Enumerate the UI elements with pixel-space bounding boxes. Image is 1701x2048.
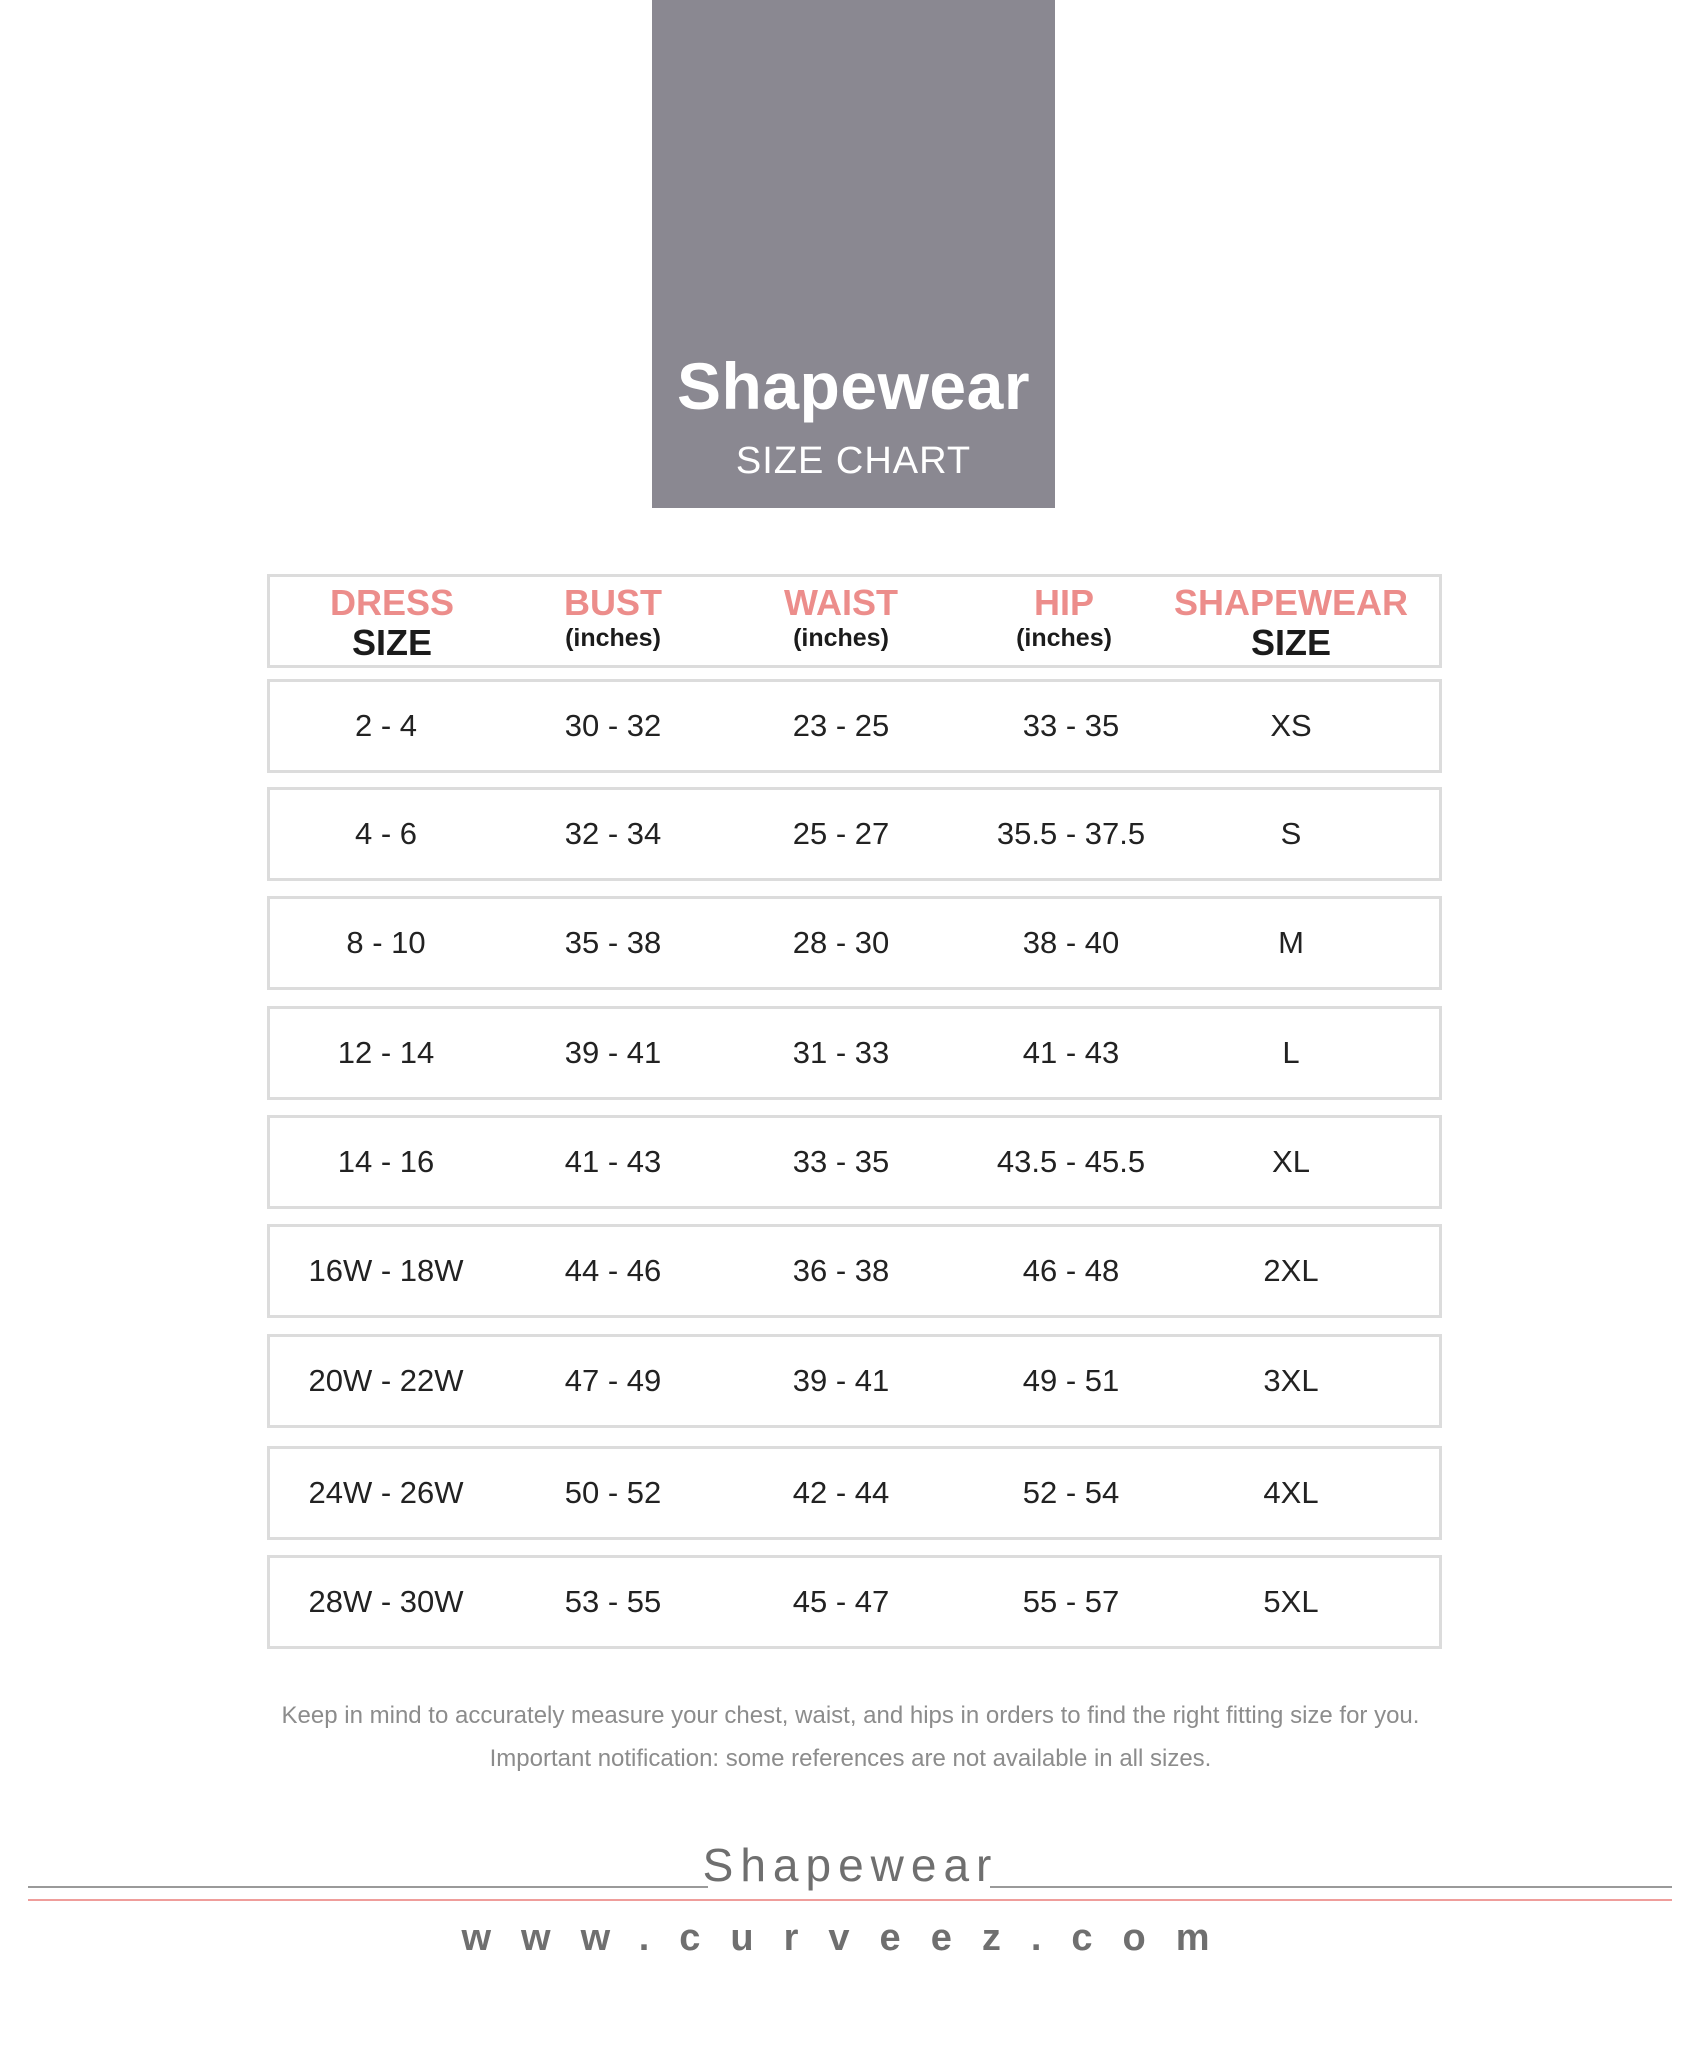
table-cell: 46 - 48: [1022, 1253, 1120, 1288]
table-row: [267, 1446, 1442, 1540]
table-cell: L: [1282, 1035, 1300, 1070]
table-cell: 23 - 25: [792, 708, 890, 743]
table-cell: 8 - 10: [346, 925, 426, 960]
table-row: [267, 1115, 1442, 1209]
header-sublabel: (inches): [793, 624, 889, 652]
table-cell: 55 - 57: [1022, 1584, 1120, 1619]
header-dress-size: [330, 577, 454, 665]
table-cell: 24W - 26W: [308, 1475, 464, 1510]
table-cell: 28 - 30: [792, 925, 890, 960]
table-cell: 50 - 52: [564, 1475, 662, 1510]
table-cell: 4XL: [1263, 1475, 1319, 1510]
table-cell: 4 - 6: [354, 816, 418, 851]
table-cell: 38 - 40: [1022, 925, 1120, 960]
table-cell: 32 - 34: [564, 816, 662, 851]
table-cell: 3XL: [1263, 1363, 1319, 1398]
table-cell: 12 - 14: [337, 1035, 435, 1070]
table-cell: 5XL: [1263, 1584, 1319, 1619]
table-cell: 47 - 49: [564, 1363, 662, 1398]
table-cell: 44 - 46: [564, 1253, 662, 1288]
footer-rule-pink: [28, 1899, 1672, 1901]
table-cell: 2 - 4: [354, 708, 418, 743]
header-label: WAIST: [784, 582, 898, 623]
table-cell: 41 - 43: [1022, 1035, 1120, 1070]
table-cell: 43.5 - 45.5: [996, 1144, 1146, 1179]
table-row: [267, 1334, 1442, 1428]
table-cell: 31 - 33: [792, 1035, 890, 1070]
table-cell: 2XL: [1263, 1253, 1319, 1288]
footer-url: www.curveez.com: [461, 1917, 1240, 1959]
header-bust: [564, 577, 662, 665]
table-cell: 16W - 18W: [308, 1253, 464, 1288]
header-shapewear-size: [1174, 577, 1408, 665]
header-sublabel: SIZE: [351, 622, 432, 663]
table-row: [267, 679, 1442, 773]
measure-note: Keep in mind to accurately measure your chest, waist, and hips in orders to find the right fitting size for you.: [281, 1702, 1420, 1729]
header-label: HIP: [1033, 582, 1095, 623]
header-sublabel: (inches): [1016, 624, 1112, 652]
banner-title: Shapewear: [677, 349, 1030, 423]
title-banner: [652, 0, 1055, 508]
table-cell: 20W - 22W: [308, 1363, 464, 1398]
table-cell: 30 - 32: [564, 708, 662, 743]
header-label: DRESS: [329, 582, 455, 623]
header-sublabel: SIZE: [1250, 622, 1331, 663]
table-row: [267, 787, 1442, 881]
header-hip: [1016, 577, 1112, 665]
table-cell: M: [1278, 925, 1304, 960]
header-label: BUST: [564, 582, 662, 623]
table-cell: 25 - 27: [792, 816, 890, 851]
table-cell: 33 - 35: [792, 1144, 890, 1179]
table-cell: 14 - 16: [337, 1144, 435, 1179]
table-cell: 33 - 35: [1022, 708, 1120, 743]
header-waist: [784, 577, 898, 665]
table-row: [267, 1006, 1442, 1100]
table-cell: 45 - 47: [792, 1584, 890, 1619]
banner-subtitle: SIZE CHART: [735, 440, 972, 482]
table-cell: XS: [1270, 708, 1312, 743]
table-header: [267, 574, 1442, 668]
table-cell: 42 - 44: [792, 1475, 890, 1510]
table-cell: 52 - 54: [1022, 1475, 1120, 1510]
table-cell: 41 - 43: [564, 1144, 662, 1179]
table-cell: 28W - 30W: [308, 1584, 464, 1619]
table-row: [267, 1224, 1442, 1318]
table-cell: S: [1280, 816, 1302, 851]
table-row: [267, 1555, 1442, 1649]
table-cell: 53 - 55: [564, 1584, 662, 1619]
table-cell: 39 - 41: [792, 1363, 890, 1398]
table-cell: 49 - 51: [1022, 1363, 1120, 1398]
table-cell: 35.5 - 37.5: [996, 816, 1146, 851]
table-cell: 35 - 38: [564, 925, 662, 960]
availability-note: Important notification: some references are not available in all sizes.: [489, 1745, 1212, 1772]
header-sublabel: (inches): [565, 624, 661, 652]
table-cell: 39 - 41: [564, 1035, 662, 1070]
header-label: SHAPEWEAR: [1173, 582, 1409, 623]
table-cell: 36 - 38: [792, 1253, 890, 1288]
footer-brand: Shapewear: [702, 1839, 999, 1891]
table-row: [267, 896, 1442, 990]
table-cell: XL: [1272, 1144, 1310, 1179]
